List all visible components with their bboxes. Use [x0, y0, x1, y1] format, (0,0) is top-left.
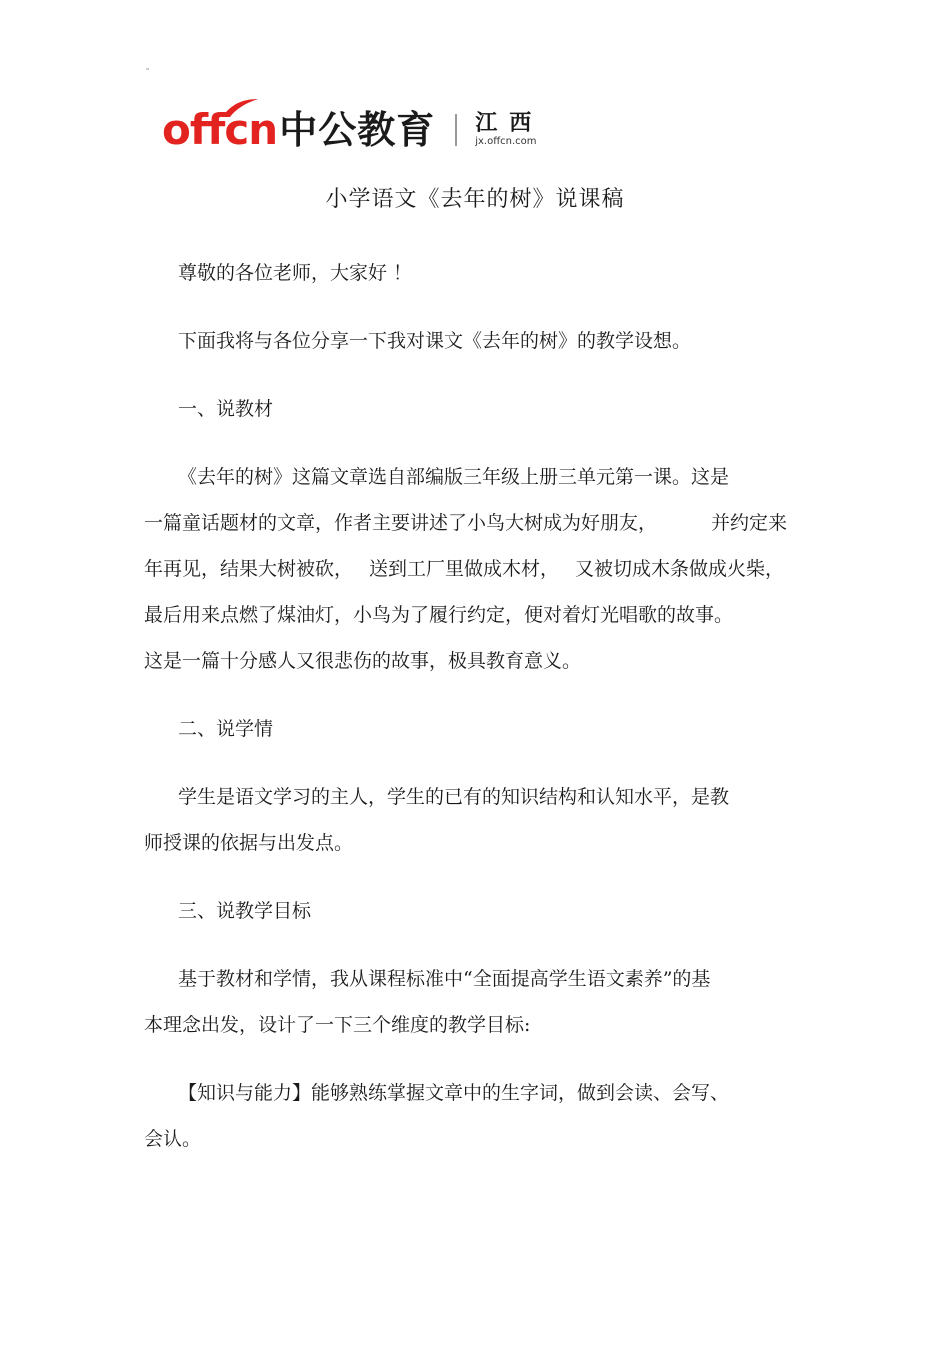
logo-divider: [455, 114, 457, 146]
logo-region-url: jx.offcn.com: [475, 136, 537, 148]
section-textbook-paragraph: [144, 454, 814, 684]
paragraph-line: 基于教材和学情，我从课程标准中“全面提高学生语文素养”的基: [178, 968, 711, 990]
page-corner-mark: [146, 68, 149, 70]
paragraph-line: 最后用来点燃了煤油灯，小鸟为了履行约定，便对着灯光唱歌的故事。: [144, 604, 734, 626]
logo-brand-latin-text: offcn: [162, 105, 278, 154]
logo-brand-latin: [162, 105, 278, 154]
objective-knowledge-paragraph: [144, 1070, 814, 1162]
document-body: [144, 250, 814, 1184]
paragraph-line: 【知识与能力】能够熟练掌握文章中的生字词，做到会读、会写、: [178, 1082, 730, 1104]
paragraph-line-part: 一篇童话题材的文章，作者主要讲述了小鸟大树成为好朋友，: [144, 512, 658, 534]
section-heading-textbook: 一、说教材: [178, 398, 274, 420]
paragraph-line-part: 又被切成木条做成火柴，: [575, 558, 785, 580]
paragraph-line: 学生是语文学习的主人，学生的已有的知识结构和认知水平，是教: [178, 786, 730, 808]
section-heading-students: 二、说学情: [178, 718, 274, 740]
greeting-paragraph: 尊敬的各位老师，大家好 ！: [178, 262, 413, 284]
paragraph-line-part: 年再见，结果大树被砍，: [144, 558, 354, 580]
paragraph-line: 会认。: [144, 1128, 202, 1150]
section-heading-objectives: 三、说教学目标: [178, 900, 312, 922]
intro-paragraph: 下面我将与各位分享一下我对课文《去年的树》的教学设想。: [178, 330, 692, 352]
paragraph-line-part: 送到工厂里做成木材，: [369, 558, 560, 580]
logo-region: [475, 112, 543, 148]
section-objectives-paragraph: [144, 956, 814, 1048]
paragraph-line: [144, 546, 814, 592]
page-title: 小学语文《去年的树》说课稿: [325, 187, 625, 212]
paragraph-line-part: 并约定来: [711, 512, 788, 534]
section-students-paragraph: [144, 774, 814, 866]
logo-swoosh-icon: [220, 97, 260, 119]
paragraph-line: 师授课的依据与出发点。: [144, 832, 354, 854]
paragraph-line: 《去年的树》这篇文章选自部编版三年级上册三单元第一课。这是: [178, 466, 730, 488]
logo-brand-cn: 中公教育: [279, 108, 436, 152]
offcn-logo: [162, 100, 543, 160]
paragraph-line: 本理念出发，设计了一下三个维度的教学目标:: [144, 1014, 531, 1036]
logo-region-name: 江西: [475, 110, 544, 136]
paragraph-line: [144, 500, 814, 546]
paragraph-line: 这是一篇十分感人又很悲伤的故事，极具教育意义。: [144, 650, 582, 672]
